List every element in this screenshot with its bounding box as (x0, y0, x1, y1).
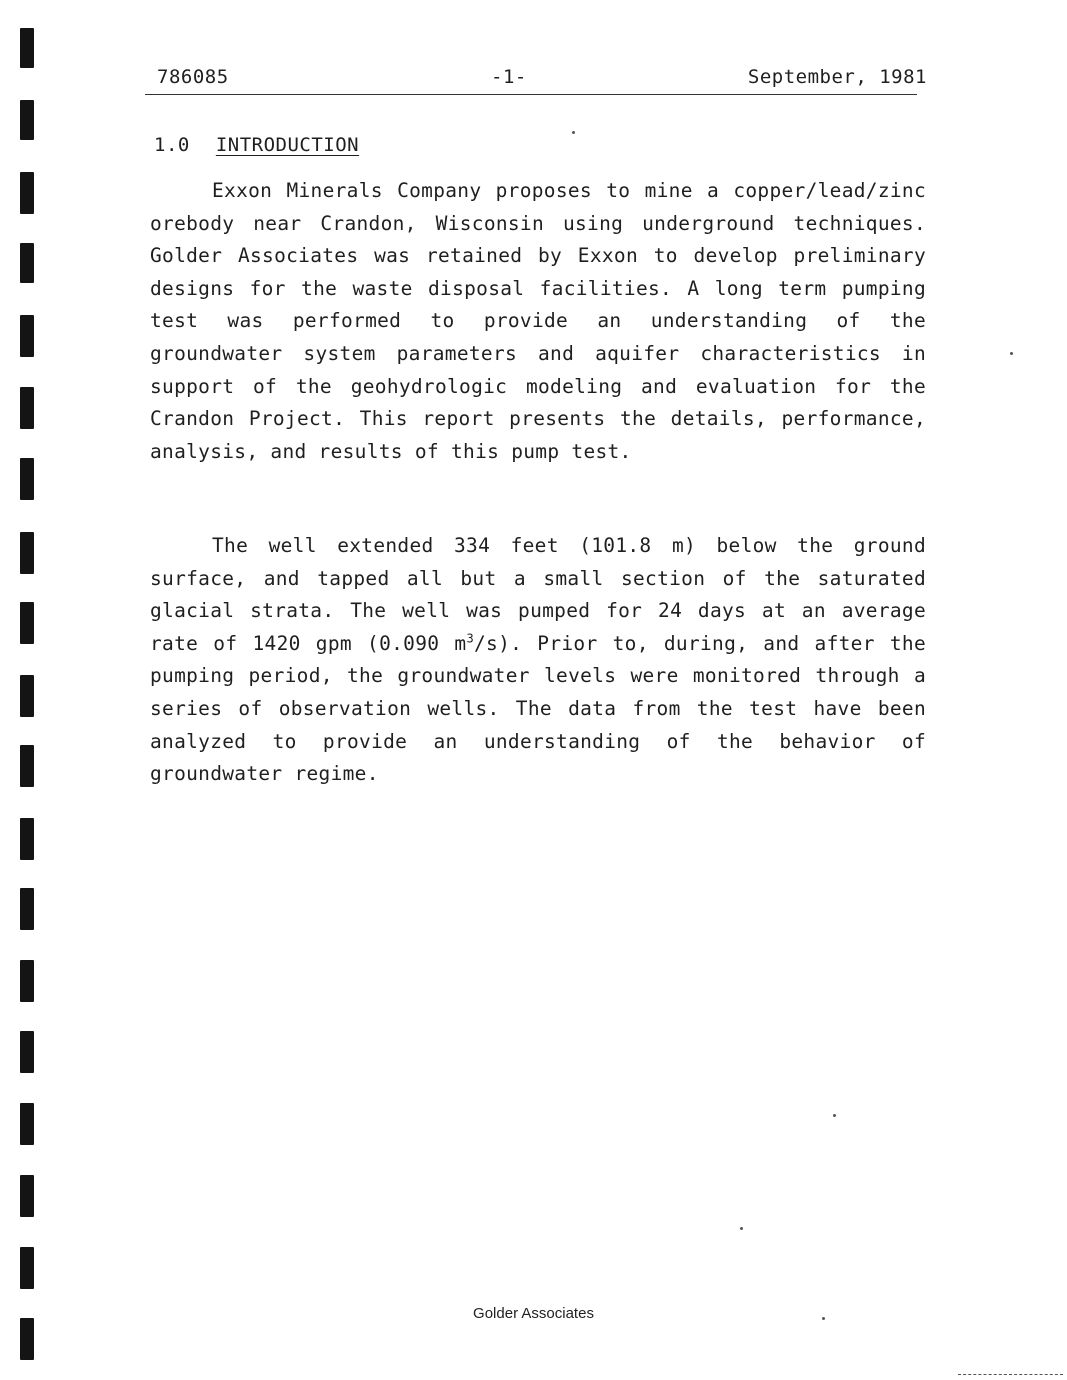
page-number: -1- (491, 66, 527, 88)
superscript-exponent: 3 (466, 631, 474, 646)
binding-mark (20, 1031, 34, 1073)
scan-speck (833, 1114, 836, 1117)
intro-paragraph-1 (150, 175, 926, 468)
binding-mark (20, 888, 34, 930)
binding-mark (20, 100, 34, 140)
paragraph-text-part-1: The well extended 334 feet (101.8 m) below the ground surface, and tapped all but a small section of the saturated glacial strata. The well was pumped for 24 days at an average rate of 1420 gpm (0.090 m (150, 534, 926, 655)
paragraph-text-part-2: /s). Prior to, during, and after the pumping period, the groundwater levels were monitored through a series of observation wells. The data from the test have been analyzed to provide an understanding of the behavior of groundwater regime. (150, 631, 926, 786)
binding-mark (20, 387, 34, 429)
document-number: 786085 (157, 66, 229, 88)
scan-speck (572, 131, 575, 134)
intro-paragraph-2 (150, 530, 926, 791)
page-footer: Golder Associates (473, 1305, 594, 1322)
scan-corner-rule (958, 1374, 1063, 1375)
scan-speck (822, 1317, 825, 1320)
binding-mark (20, 315, 34, 357)
page-header (145, 64, 927, 95)
binding-mark (20, 243, 34, 283)
binding-mark (20, 172, 34, 214)
binding-mark (20, 602, 34, 644)
document-date: September, 1981 (747, 66, 927, 88)
binding-mark (20, 745, 34, 787)
binding-mark (20, 818, 34, 860)
binding-mark (20, 458, 34, 500)
scan-speck (740, 1227, 743, 1230)
binding-mark (20, 960, 34, 1002)
paragraph-text: Exxon Minerals Company proposes to mine a copper/lead/zinc orebody near Crandon, Wisconsin using underground techniques. Golder Associates was retained by Exxon to develop preliminary designs for the waste disposal facilities. A long term pumping test was performed to provide an understanding of the groundwater system parameters and aquifer characteristics in support of the geohydrologic modeling and evaluation for the Crandon Project. This report presents the details, performance, analysis, and results of this pump test. (150, 179, 926, 463)
section-heading (154, 134, 359, 156)
scan-speck (1010, 352, 1013, 355)
binding-mark (20, 1103, 34, 1145)
binding-mark (20, 675, 34, 717)
section-title: INTRODUCTION (215, 134, 360, 156)
binding-mark (20, 1318, 34, 1360)
binding-mark (20, 1175, 34, 1217)
binding-mark (20, 28, 34, 68)
binding-mark (20, 532, 34, 574)
binding-margin (0, 0, 60, 1380)
binding-mark (20, 1247, 34, 1289)
section-number: 1.0 (154, 134, 190, 156)
